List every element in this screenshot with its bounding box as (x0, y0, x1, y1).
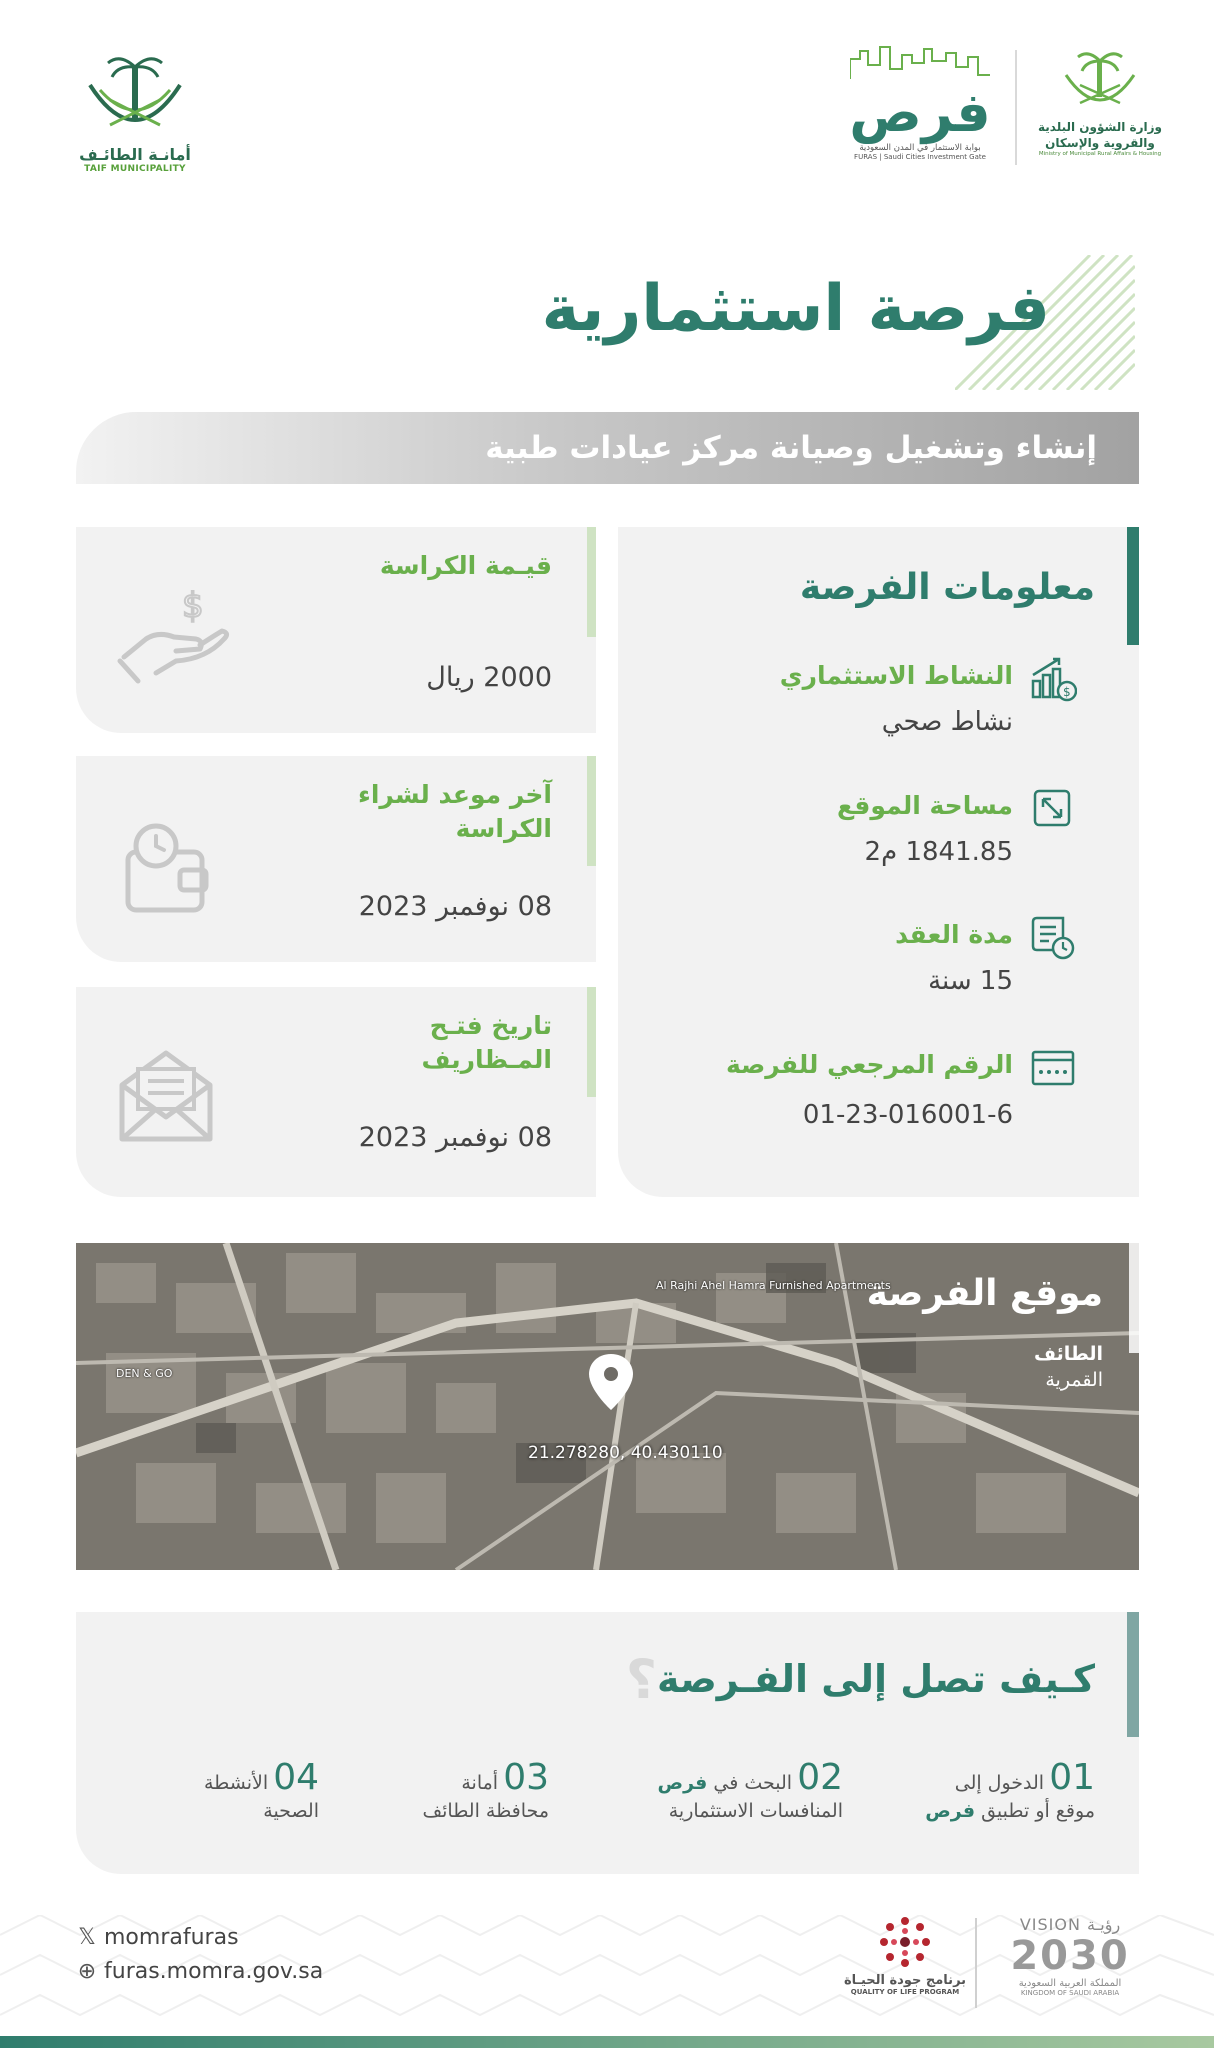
vision-kingdom-en: KINGDOM OF SAUDI ARABIA (1020, 1989, 1120, 1997)
step-line2 (855, 1800, 1095, 1822)
area-value: 1841.85 م2 (864, 837, 1013, 867)
bottom-gradient-strip (0, 2036, 1214, 2048)
step-line2: الصحية (263, 1800, 319, 1822)
how-to-title (626, 1648, 1095, 1711)
map-poi-apartments: Al Rajhi Ahel Hamra Furnished Apartments (656, 1279, 891, 1292)
map-coordinates: 21.278280, 40.430110 (528, 1443, 723, 1463)
step-line2-text: موقع أو تطبيق (975, 1800, 1095, 1822)
purchase-deadline-card (76, 756, 596, 962)
svg-text:$: $ (1063, 685, 1071, 699)
furas-logo-subtitle-ar: بوابة الاستثمار في المدن السعودية (859, 143, 981, 153)
step-03 (309, 1757, 549, 1822)
panel-accent-bar (1127, 527, 1139, 645)
envelope-icon (116, 1047, 216, 1147)
quality-of-life-emblem-icon (878, 1915, 932, 1969)
duration-value: 15 سنة (928, 966, 1013, 996)
vision-top-text: VISION رؤيـة (1019, 1915, 1121, 1934)
opportunity-location-map[interactable] (76, 1243, 1139, 1570)
area-label: مساحة الموقع (836, 791, 1013, 820)
step-04 (79, 1757, 319, 1822)
map-title: موقع الفرصة (866, 1273, 1103, 1314)
how-accent-bar (1127, 1612, 1139, 1737)
step-line1: الأنشطة (203, 1772, 269, 1794)
furas-logo-word: فرص (849, 81, 991, 144)
ministry-logo (1030, 45, 1170, 175)
website-row[interactable] (76, 1959, 323, 1993)
city-skyline-icon (850, 45, 990, 79)
step-number: 01 (1049, 1757, 1095, 1798)
activity-value: نشاط صحي (881, 707, 1013, 737)
step-number: 04 (273, 1757, 319, 1798)
activity-label: النشاط الاستثماري (779, 661, 1013, 690)
how-to-reach-section (76, 1612, 1139, 1874)
question-mark-icon: ؟ (625, 1648, 658, 1711)
social-handle-row[interactable] (76, 1925, 323, 1959)
purchase-deadline-value: 08 نوفمبر 2023 (358, 891, 552, 922)
palm-swords-emblem-icon (80, 45, 190, 145)
expand-area-icon (1029, 785, 1077, 833)
vision-kingdom-ar: المملكة العربية السعودية (1018, 1978, 1122, 1989)
opportunity-info-panel (618, 527, 1139, 1197)
footer-divider (975, 1918, 977, 2008)
booklet-price-value: 2000 ريال (426, 662, 552, 693)
contract-clock-icon (1029, 914, 1077, 962)
info-row-area (647, 785, 1077, 875)
card-accent (587, 527, 596, 637)
ministry-name-line2: والقروية والإسكان (1045, 136, 1155, 150)
card-accent (587, 987, 596, 1097)
map-district: القمرية (1045, 1369, 1103, 1391)
investment-chart-icon (1029, 655, 1077, 703)
ministry-emblem-icon (1060, 45, 1140, 115)
subtitle-banner (76, 412, 1139, 484)
opportunity-subtitle: إنشاء وتشغيل وصيانة مركز عيادات طبية (485, 430, 1097, 466)
furas-logo-subtitle-en: FURAS | Saudi Cities Investment Gate (854, 153, 986, 161)
info-row-activity (647, 655, 1077, 745)
reference-label: الرقم المرجعي للفرصة (725, 1050, 1013, 1079)
social-links (76, 1925, 323, 1993)
vision-year: 2030 (1010, 1933, 1130, 1979)
globe-icon: ⊕ (77, 1959, 97, 1984)
quality-of-life-logo (835, 1915, 975, 1996)
ministry-name-line1: وزارة الشؤون البلدية (1037, 120, 1162, 134)
map-poi-den-go: DEN & GO (116, 1367, 173, 1380)
info-row-duration (647, 914, 1077, 1004)
step-line1-text: البحث في (707, 1772, 793, 1794)
step-line2: محافظة الطائف (422, 1800, 549, 1822)
booklet-price-label: قيـمة الكراسة (379, 551, 552, 580)
map-city: الطائف (1033, 1343, 1103, 1365)
x-twitter-icon: 𝕏 (78, 1925, 96, 1950)
svg-text:$: $ (182, 586, 204, 626)
envelope-opening-label: تاريخ فتـح المـظاريف (421, 1011, 552, 1074)
step-line1-brand: فرص (657, 1772, 708, 1794)
step-line1: أمانة (461, 1772, 499, 1794)
taif-logo-english: TAIF MUNICIPALITY (84, 164, 186, 174)
envelope-opening-value: 08 نوفمبر 2023 (358, 1122, 552, 1153)
furas-logo (835, 45, 1005, 175)
step-number: 02 (797, 1757, 843, 1798)
qol-english: QUALITY OF LIFE PROGRAM (850, 1988, 960, 1996)
qol-arabic: برنامج جودة الحيـاة (843, 1973, 967, 1988)
ministry-name-english: Ministry of Municipal Rural Affairs & Housing (1038, 151, 1162, 157)
step-number: 03 (503, 1757, 549, 1798)
vision-2030-logo (995, 1915, 1145, 1997)
header-divider (1015, 50, 1017, 165)
step-line1 (658, 1772, 793, 1794)
booklet-price-card (76, 527, 596, 733)
taif-municipality-logo (70, 45, 200, 185)
purchase-deadline-label: آخر موعد لشراء الكراسة (358, 780, 552, 843)
wallet-clock-icon (116, 816, 216, 926)
opportunity-info-title: معلومات الفرصة (799, 567, 1095, 608)
card-accent (587, 756, 596, 866)
reference-value: 01-23-016001-6 (802, 1100, 1013, 1130)
map-accent-edge (1129, 1243, 1139, 1353)
duration-label: مدة العقد (895, 920, 1013, 949)
info-row-reference (647, 1044, 1077, 1134)
social-handle[interactable]: momrafuras (104, 1925, 239, 1950)
step-line2-brand: فرص (925, 1800, 976, 1822)
step-01 (855, 1757, 1095, 1822)
website-link[interactable]: furas.momra.gov.sa (104, 1959, 324, 1984)
money-hand-icon (116, 575, 236, 685)
step-line1: الدخول إلى (954, 1772, 1045, 1794)
page-title: فرصة استثمارية (541, 272, 1050, 346)
step-02 (603, 1757, 843, 1822)
reference-card-icon (1029, 1044, 1077, 1092)
how-to-title-text: كـيف تصل إلى الفـرصة (657, 1657, 1095, 1701)
taif-logo-arabic: أمانـة الطائـف (79, 145, 191, 164)
step-line2: المنافسات الاستثمارية (668, 1800, 843, 1822)
envelope-opening-card (76, 987, 596, 1197)
